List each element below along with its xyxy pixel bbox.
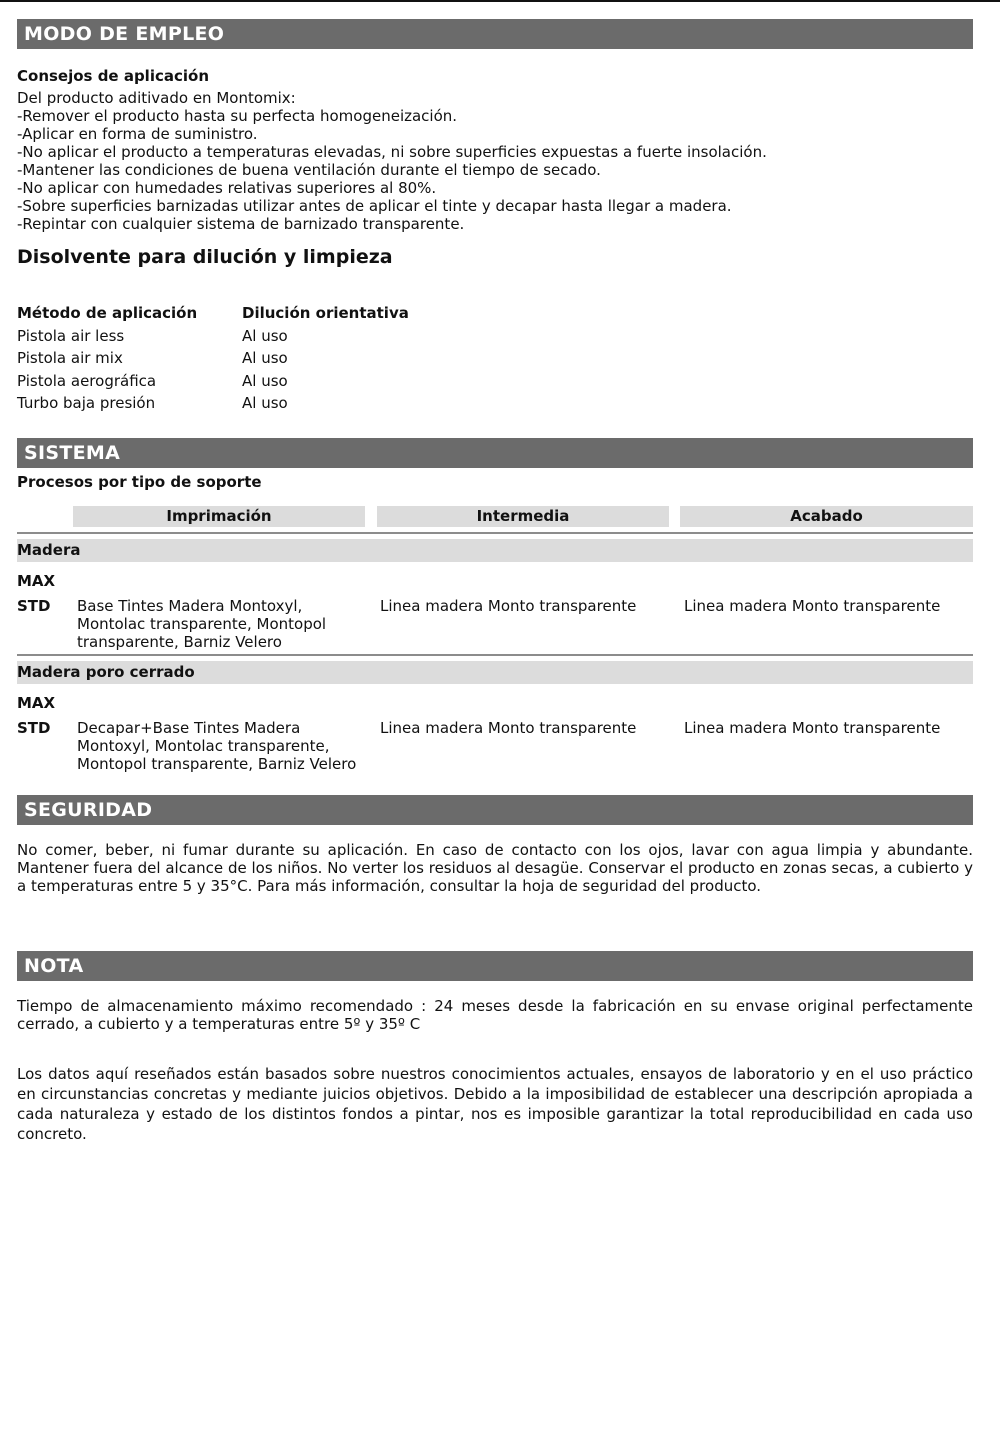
dilution-table-header	[17, 302, 973, 324]
table-row	[17, 370, 973, 392]
subheading-consejos: Consejos de aplicación	[17, 67, 209, 85]
divider	[17, 654, 973, 656]
instruction-line: -Mantener las condiciones de buena ventilación durante el tiempo de secado.	[17, 161, 601, 179]
header-dilucion: Dilución orientativa	[242, 304, 409, 322]
group-header-madera-poro-cerrado: Madera poro cerrado	[17, 661, 973, 684]
method-cell: Pistola air mix	[17, 349, 123, 367]
column-header-intermedia: Intermedia	[377, 506, 669, 527]
storage-note: Tiempo de almacenamiento máximo recomendado : 24 meses desde la fabricación en su envase original perfectamente cerrado, a cubierto y a temperaturas entre 5º y 35º C	[17, 997, 973, 1033]
dilution-cell: Al uso	[242, 349, 288, 367]
column-header-imprimacion: Imprimación	[73, 506, 365, 527]
instruction-line: Del producto aditivado en Montomix:	[17, 89, 296, 107]
table-row	[17, 347, 973, 369]
disclaimer-text: Los datos aquí reseñados están basados sobre nuestros conocimientos actuales, ensayos de laboratorio y en el uso práctico en circunstancias concretas y mediante juicios objetivos. Debido a la imposibilidad de establecer una descripción apropiada a cada naturaleza y estado de los distintos fondos a pintar, nos es imposible garantizar la total reproducibilidad en cada uso concreto.	[17, 1065, 973, 1143]
section-header-nota: NOTA	[17, 951, 973, 981]
std-acabado-cell: Linea madera Monto transparente	[684, 597, 941, 615]
max-label: MAX	[17, 572, 56, 590]
divider	[17, 532, 973, 534]
solvent-heading: Disolvente para dilución y limpieza	[17, 246, 393, 268]
table-row	[17, 392, 973, 414]
dilution-cell: Al uso	[242, 394, 288, 412]
dilution-cell: Al uso	[242, 372, 288, 390]
safety-text: No comer, beber, ni fumar durante su aplicación. En caso de contacto con los ojos, lavar con agua limpia y abundante. Mantener fuera del alcance de los niños. No verter los residuos al desagüe. Conservar el producto en zonas secas, a cubierto y a temperaturas entre 5 y 35°C. Para más información, consultar la hoja de seguridad del producto.	[17, 841, 973, 895]
table-row	[17, 325, 973, 347]
group-header-madera: Madera	[17, 539, 973, 562]
std-intermedia-cell: Linea madera Monto transparente	[380, 719, 637, 737]
instruction-line: -No aplicar con humedades relativas superiores al 80%.	[17, 179, 437, 197]
column-header-acabado: Acabado	[680, 506, 973, 527]
instruction-line: -Sobre superficies barnizadas utilizar antes de aplicar el tinte y decapar hasta llegar a madera.	[17, 197, 732, 215]
std-imprimacion-cell: Base Tintes Madera Montoxyl, Montolac transparente, Montopol transparente, Barniz Velero	[77, 597, 327, 651]
method-cell: Turbo baja presión	[17, 394, 156, 412]
section-header-seguridad: SEGURIDAD	[17, 795, 973, 825]
instruction-line: -No aplicar el producto a temperaturas elevadas, ni sobre superficies expuestas a fuerte insolación.	[17, 143, 767, 161]
std-imprimacion-cell: Decapar+Base Tintes Madera Montoxyl, Montolac transparente, Montopol transparente, Barniz Velero	[77, 719, 357, 773]
instruction-line: -Remover el producto hasta su perfecta homogeneización.	[17, 107, 458, 125]
header-metodo: Método de aplicación	[17, 304, 198, 322]
section-header-modo-de-empleo: MODO DE EMPLEO	[17, 19, 973, 49]
top-border	[0, 0, 1000, 2]
dilution-cell: Al uso	[242, 327, 288, 345]
section-header-sistema: SISTEMA	[17, 438, 973, 468]
method-cell: Pistola air less	[17, 327, 125, 345]
max-label: MAX	[17, 694, 56, 712]
std-label: STD	[17, 597, 51, 615]
std-acabado-cell: Linea madera Monto transparente	[684, 719, 941, 737]
subheading-procesos: Procesos por tipo de soporte	[17, 473, 262, 491]
std-intermedia-cell: Linea madera Monto transparente	[380, 597, 637, 615]
std-label: STD	[17, 719, 51, 737]
instruction-line: -Aplicar en forma de suministro.	[17, 125, 258, 143]
method-cell: Pistola aerográfica	[17, 372, 157, 390]
instruction-line: -Repintar con cualquier sistema de barnizado transparente.	[17, 215, 465, 233]
